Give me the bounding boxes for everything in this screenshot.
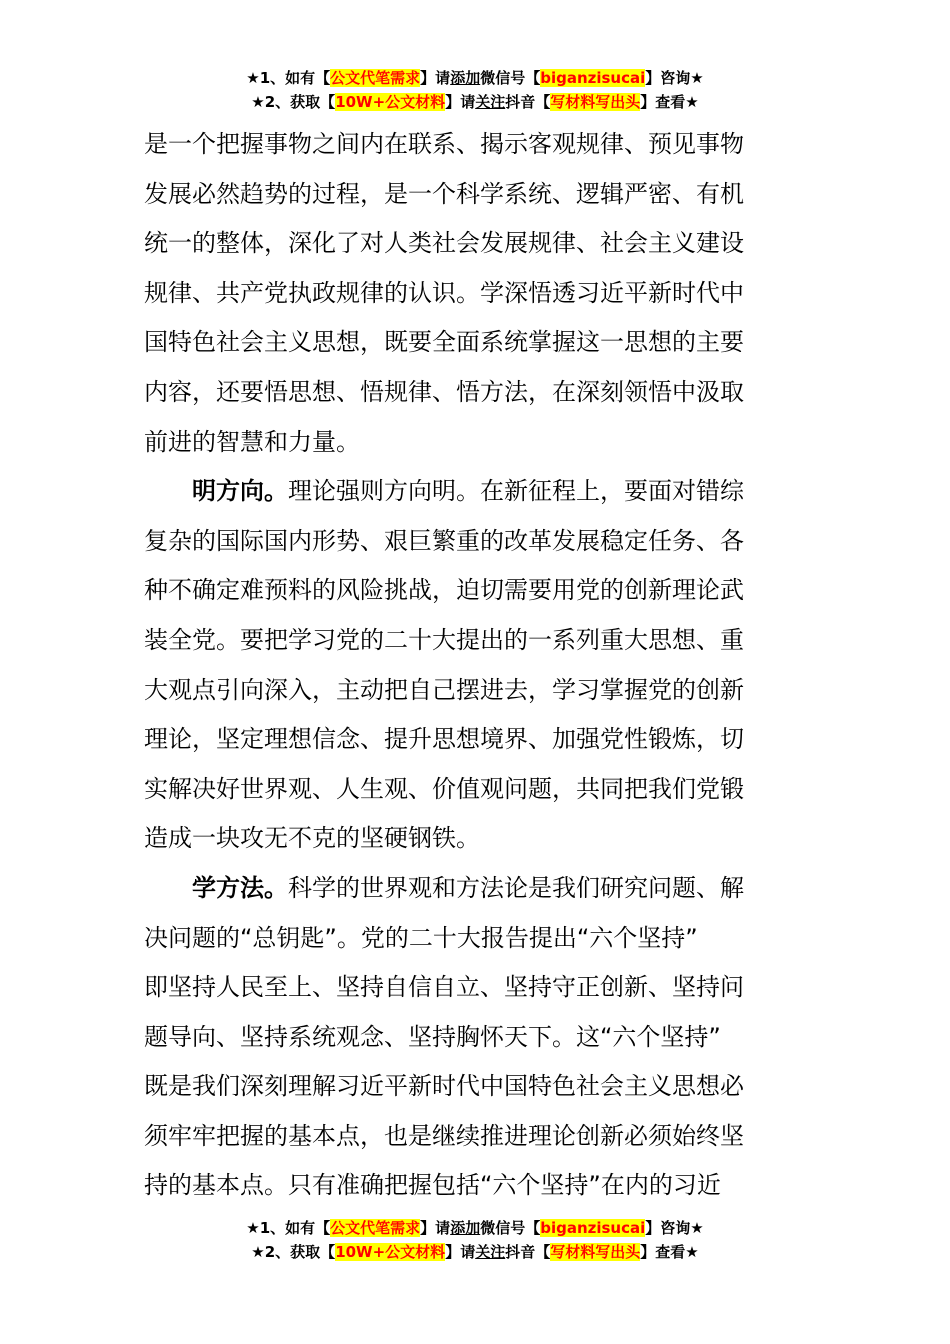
banner-line-1 (0, 1216, 950, 1240)
banner-text: 】咨询★ (645, 69, 704, 87)
banner-text: 】查看★ (640, 93, 699, 111)
banner-line-2 (0, 1240, 950, 1264)
footer-banner (0, 1216, 950, 1264)
paragraph-1 (144, 120, 808, 467)
text-line: 决问题的“总钥匙”。党的二十大报告提出“六个坚持” (144, 923, 698, 952)
paragraph-2 (144, 467, 808, 864)
text-line: 既是我们深刻理解习近平新时代中国特色社会主义思想必 (144, 1072, 744, 1101)
banner-text: 抖音【 (505, 93, 551, 111)
text-line (144, 864, 808, 914)
text-line: 须牢牢把握的基本点，也是继续推进理论创新必须始终坚 (144, 1121, 744, 1150)
banner-text: 】咨询★ (645, 1219, 704, 1237)
text-line: 持的基本点。只有准确把握包括“六个坚持”在内的习近 (144, 1171, 721, 1200)
text-line: 造成一块攻无不克的坚硬钢铁。 (144, 824, 480, 853)
text-line (144, 467, 808, 517)
banner-text: 】请 (420, 1219, 451, 1237)
douyin-account: 写材料写出头 (550, 1243, 641, 1261)
paragraph-3 (144, 864, 808, 1211)
banner-line-1 (0, 66, 950, 90)
section-heading: 学方法。 (192, 873, 288, 902)
banner-text: 】请 (420, 69, 451, 87)
banner-text: 微信号【 (480, 1219, 541, 1237)
banner-underline: 添加 (450, 1219, 481, 1237)
text-line: 题导向、坚持系统观念、坚持胸怀天下。这“六个坚持” (144, 1022, 721, 1051)
douyin-account: 写材料写出头 (550, 93, 641, 111)
banner-underline: 关注 (475, 1243, 506, 1261)
banner-text: ★2、获取【 (251, 93, 336, 111)
text-line: 装全党。要把学习党的二十大提出的一系列重大思想、重 (144, 625, 744, 654)
text-run: 理论强则方向明。在新征程上，要面对错综 (288, 477, 744, 506)
banner-text: 】请 (445, 1243, 476, 1261)
banner-highlight: 公文代笔需求 (330, 69, 421, 87)
text-line: 种不确定难预料的风险挑战，迫切需要用党的创新理论武 (144, 576, 744, 605)
text-line: 发展必然趋势的过程，是一个科学系统、逻辑严密、有机 (144, 179, 744, 208)
banner-underline: 添加 (450, 69, 481, 87)
banner-text: ★1、如有【 (246, 1219, 331, 1237)
banner-line-2 (0, 90, 950, 114)
text-line: 国特色社会主义思想，既要全面系统掌握这一思想的主要 (144, 328, 744, 357)
document-body (144, 120, 808, 1211)
text-line: 前进的智慧和力量。 (144, 427, 360, 456)
text-line: 实解决好世界观、人生观、价值观问题，共同把我们党锻 (144, 774, 744, 803)
banner-highlight: 公文代笔需求 (330, 1219, 421, 1237)
banner-text: ★1、如有【 (246, 69, 331, 87)
banner-text: 微信号【 (480, 69, 541, 87)
banner-text: 】查看★ (640, 1243, 699, 1261)
banner-text: ★2、获取【 (251, 1243, 336, 1261)
text-line: 统一的整体，深化了对人类社会发展规律、社会主义建设 (144, 229, 744, 258)
banner-text: 】请 (445, 93, 476, 111)
text-line: 复杂的国际国内形势、艰巨繁重的改革发展稳定任务、各 (144, 526, 744, 555)
banner-underline: 关注 (475, 93, 506, 111)
banner-highlight: 10W+公文材料 (335, 1243, 446, 1261)
wechat-id: biganzisucai (540, 1219, 646, 1237)
text-line: 即坚持人民至上、坚持自信自立、坚持守正创新、坚持问 (144, 973, 744, 1002)
text-line: 内容，还要悟思想、悟规律、悟方法，在深刻领悟中汲取 (144, 377, 744, 406)
text-line: 理论，坚定理想信念、提升思想境界、加强党性锻炼，切 (144, 725, 744, 754)
text-line: 是一个把握事物之间内在联系、揭示客观规律、预见事物 (144, 130, 744, 158)
text-run: 科学的世界观和方法论是我们研究问题、解 (288, 873, 744, 902)
text-line: 规律、共产党执政规律的认识。学深悟透习近平新时代中 (144, 278, 744, 307)
banner-highlight: 10W+公文材料 (335, 93, 446, 111)
section-heading: 明方向。 (192, 477, 288, 506)
banner-text: 抖音【 (505, 1243, 551, 1261)
header-banner (0, 66, 950, 114)
wechat-id: biganzisucai (540, 69, 646, 87)
text-line: 大观点引向深入，主动把自己摆进去，学习掌握党的创新 (144, 675, 744, 704)
